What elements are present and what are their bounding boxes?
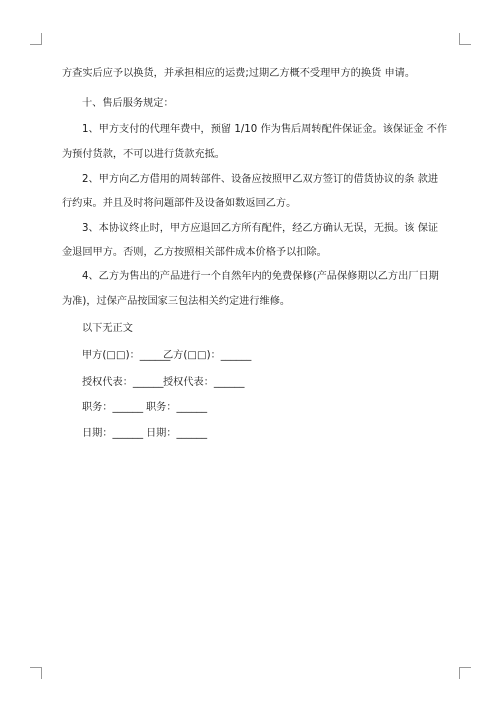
paragraph-line: 1、甲方支付的代理年费中，预留 1/10 作为售后周转配件保证金。该保证金 不作 <box>82 124 448 135</box>
rep-a-label: 授权代表：______ <box>82 377 164 388</box>
end-of-text-note: 以下无正文 <box>82 323 133 334</box>
paragraph-line: 行约束。并且及时将问题部件及设备如数返回乙方。 <box>62 198 297 209</box>
rep-b-label: 授权代表：______ <box>163 377 245 388</box>
corner-mark-top-left <box>30 33 42 45</box>
date-b-label: 日期：______ <box>146 428 208 439</box>
section-heading: 十、售后服务规定： <box>82 98 174 109</box>
party-b-label: 乙方(□□)：______ <box>163 350 252 361</box>
corner-mark-bottom-left <box>30 667 42 679</box>
corner-mark-top-right <box>459 33 471 45</box>
paragraph-line: 为准)，过保产品按国家三包法相关约定进行维修。 <box>62 296 291 307</box>
title-a-label: 职务：______ <box>82 402 144 413</box>
paragraph-line: 3、本协议终止时，甲方应退回乙方所有配件，经乙方确认无误，无损。该 保证 <box>82 223 439 234</box>
paragraph-line: 2、甲方向乙方借用的周转部件、设备应按照甲乙双方签订的借货协议的条 款进 <box>82 174 439 185</box>
paragraph-line: 4、乙方为售出的产品进行一个自然年内的免费保修(产品保修期以乙方出厂日期 <box>82 271 439 282</box>
paragraph-line: 为预付货款，不可以进行货款充抵。 <box>62 149 225 160</box>
date-a-label: 日期：______ <box>82 428 144 439</box>
paragraph-line: 金退回甲方。否则，乙方按照相关部件成本价格予以扣除。 <box>62 247 327 258</box>
corner-mark-bottom-right <box>459 667 471 679</box>
title-b-label: 职务：______ <box>146 402 208 413</box>
party-a-label: 甲方(□□)：______ <box>82 350 171 361</box>
paragraph-line: 方查实后应予以换货，并承担相应的运费;过期乙方概不受理甲方的换货 申请。 <box>62 68 416 79</box>
